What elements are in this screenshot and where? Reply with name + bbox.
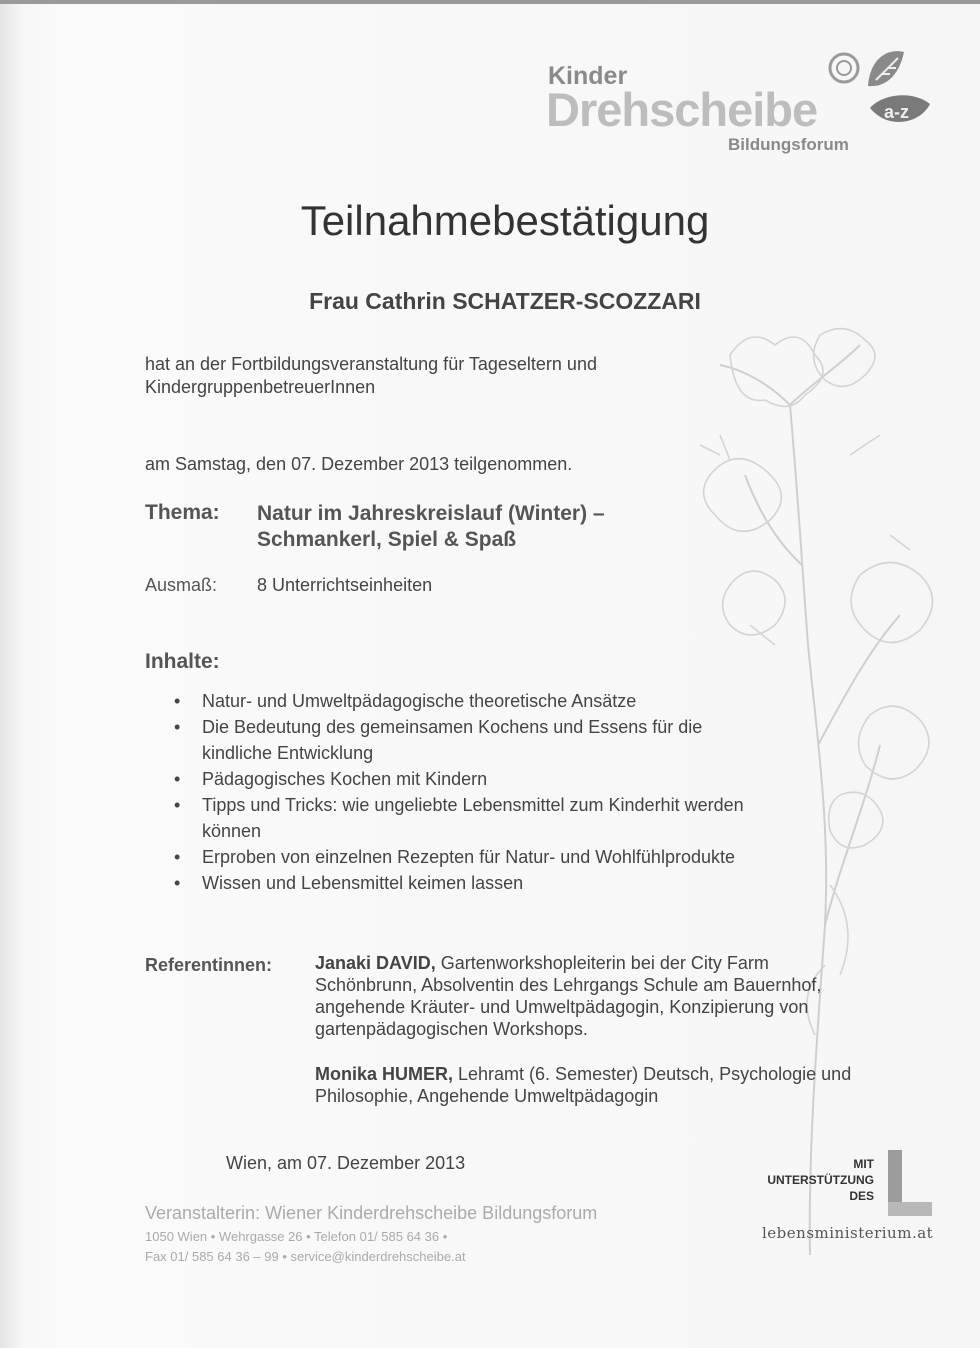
inhalte-heading: Inhalte: xyxy=(145,650,220,673)
place-date: Wien, am 07. Dezember 2013 xyxy=(226,1153,466,1173)
bullet-icon: • xyxy=(174,717,181,737)
intro-line-1: hat an der Fortbildungsveranstaltung für Tageseltern und xyxy=(145,354,597,374)
logo-kinder: Kinder xyxy=(548,62,628,90)
participant-name: Frau Cathrin SCHATZER-SCOZZARI xyxy=(309,288,701,314)
ausmass-value: 8 Unterrichtseinheiten xyxy=(257,575,433,595)
list-item xyxy=(174,792,747,844)
support-line-3: DES xyxy=(849,1189,874,1203)
support-line-2: UNTERSTÜTZUNG xyxy=(767,1173,874,1187)
list-item-text: Wissen und Lebensmittel keimen lassen xyxy=(202,873,524,893)
list-item xyxy=(174,870,794,896)
list-item xyxy=(174,688,794,714)
bullet-icon: • xyxy=(174,873,181,893)
referentin-1-text: Gartenworkshopleiterin bei der City Farm Schönbrunn, Absolventin des Lehrgangs Schule am Bauernhof, angehende Kräuter- und Umweltpädagogin, Konzipierung von gartenpädagogischen Workshops. xyxy=(315,953,822,1039)
support-line-1: MIT xyxy=(853,1157,874,1171)
logo-bildungsforum: Bildungsforum xyxy=(728,135,849,154)
certificate-title: Teilnahmebestätigung xyxy=(300,197,710,244)
ausmass-label: Ausmaß: xyxy=(145,575,218,595)
bullet-icon: • xyxy=(174,769,181,789)
bullet-icon: • xyxy=(174,691,181,711)
referentin-2-text: Lehramt (6. Semester) Deutsch, Psychologie und Philosophie, Angehende Umweltpädagogin xyxy=(315,1064,852,1106)
list-item xyxy=(174,714,762,766)
logo-leaf-icon xyxy=(818,46,936,138)
bullet-icon: • xyxy=(174,795,181,815)
referentin-2-name: Monika HUMER, xyxy=(315,1064,454,1084)
list-item-text: Erproben von einzelnen Rezepten für Natur- und Wohlfühlprodukte xyxy=(202,847,735,867)
referentin-1 xyxy=(315,952,875,1040)
referentin-1-name: Janaki DAVID, xyxy=(315,953,436,973)
lebensministerium-l-icon xyxy=(884,1150,934,1220)
list-item xyxy=(174,766,794,792)
footer-contact: Fax 01/ 585 64 36 – 99 • service@kinderdrehscheibe.at xyxy=(145,1249,466,1264)
list-item-text: Tipps und Tricks: wie ungeliebte Lebensmittel zum Kinderhit werden können xyxy=(202,795,744,841)
list-item-text: Die Bedeutung des gemeinsamen Kochens und Essens für die kindliche Entwicklung xyxy=(202,717,703,763)
thema-line-1: Natur im Jahreskreislauf (Winter) – xyxy=(257,502,605,525)
lebensministerium-website: lebensministerium.at xyxy=(762,1224,934,1242)
intro-line-2: KindergruppenbetreuerInnen xyxy=(145,377,376,397)
scan-edge xyxy=(0,0,980,4)
bullet-icon: • xyxy=(174,847,181,867)
footer-address: 1050 Wien • Wehrgasse 26 • Telefon 01/ 585 64 36 • xyxy=(145,1229,448,1244)
list-item-text: Natur- und Umweltpädagogische theoretische Ansätze xyxy=(202,691,637,711)
logo-drehscheibe: Drehscheibe xyxy=(546,83,818,136)
thema-line-2: Schmankerl, Spiel & Spaß xyxy=(257,528,517,551)
thema-label: Thema: xyxy=(145,501,220,524)
referentin-2 xyxy=(315,1063,865,1107)
logo-az: a-z xyxy=(884,102,910,122)
referentinnen-label: Referentinnen: xyxy=(145,955,273,975)
footer-organizer: Veranstalterin: Wiener Kinderdrehscheibe Bildungsforum xyxy=(145,1203,598,1223)
list-item-text: Pädagogisches Kochen mit Kindern xyxy=(202,769,488,789)
inhalte-list xyxy=(174,688,794,896)
intro-date: am Samstag, den 07. Dezember 2013 teilgenommen. xyxy=(145,454,573,474)
list-item xyxy=(174,844,794,870)
